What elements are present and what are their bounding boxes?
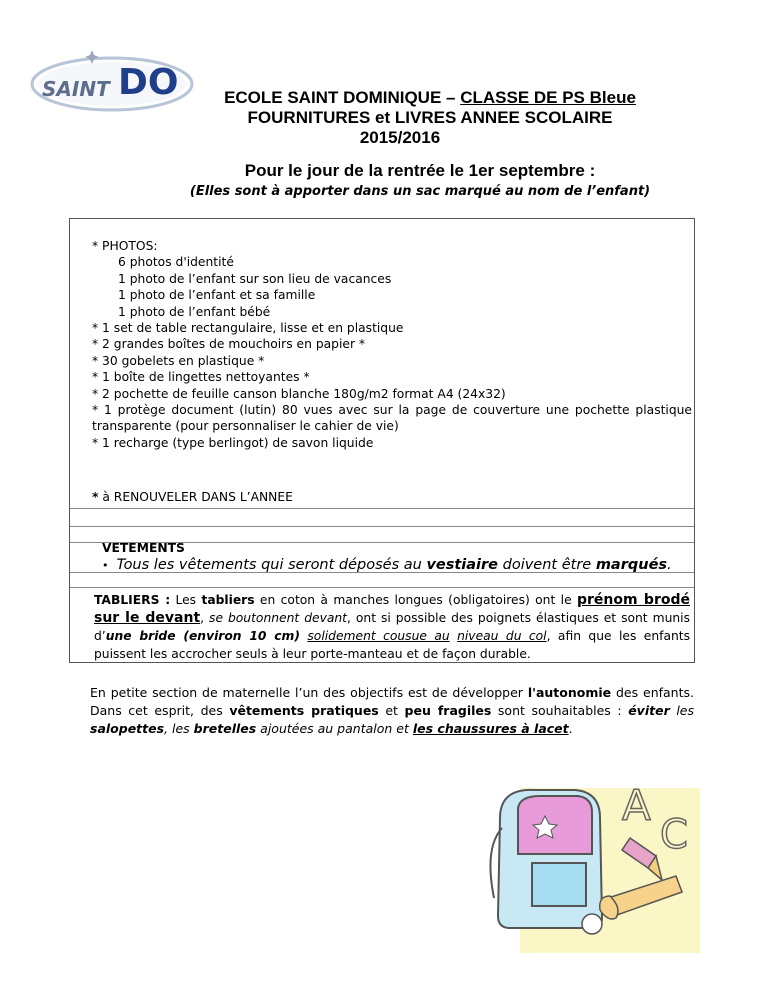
list-item: * 1 recharge (type berlingot) de savon liquide [92, 435, 374, 450]
tabliers-paragraph: TABLIERS : Les tabliers en coton à manches longues (obligatoires) ont le prénom brodé sur le devant, se boutonnent devant, ont si possible des poignets élastiques et sont munis d’une bride (environ 10 cm) solidement cousue au niveau du col, afin que les enfants puissent les accrocher seuls à leur porte-manteau et de façon durable. [94, 592, 691, 661]
list-item: * 2 grandes boîtes de mouchoirs en papier * [92, 337, 366, 352]
school-supplies-illustration [480, 768, 710, 958]
header-line-2: FOURNITURES et LIVRES ANNEE SCOLAIRE [247, 108, 613, 127]
svg-text:SAINT: SAINT [42, 77, 110, 101]
bag-note: (Elles sont à apporter dans un sac marqué au nom de l’enfant) [189, 184, 651, 199]
list-item: * 1 boîte de lingettes nettoyantes * [92, 370, 310, 385]
header-line-3: 2015/2016 [359, 128, 441, 147]
supplies-list [92, 238, 692, 451]
list-item: * 2 pochette de feuille canson blanche 180g/m2 format A4 (24x32) [92, 386, 506, 401]
list-item: 6 photos d'identité [118, 255, 234, 270]
photos-title: * PHOTOS: [92, 239, 158, 253]
list-item: * 30 gobelets en plastique * [92, 353, 265, 368]
svg-text:C: C [660, 812, 688, 858]
list-item: 1 photo de l’enfant et sa famille [118, 288, 316, 303]
document-header [170, 88, 690, 148]
list-item: 1 photo de l’enfant sur son lieu de vacances [118, 271, 392, 286]
renew-note: * à RENOUVELER DANS L’ANNEE [92, 490, 293, 504]
list-item: * 1 protège document (lutin) 80 vues avec sur la page de couverture une pochette plastique transparente (pour personnaliser le cahier de vie) [92, 403, 692, 434]
vetements-item: • Tous les vêtements qui seront déposés au vestiaire doivent être marqués. [102, 557, 672, 573]
list-item: 1 photo de l’enfant bébé [118, 304, 271, 319]
svg-text:A: A [622, 781, 651, 830]
rentree-subtitle: Pour le jour de la rentrée le 1er septembre : [244, 161, 596, 180]
autonomy-paragraph: En petite section de maternelle l’un des objectifs est de développer l'autonomie des enfants. Dans cet esprit, des vêtements pratiques et peu fragiles sont souhaitables : éviter les salopettes, les bretelles ajoutées au pantalon et les chaussures à lacet. [90, 685, 695, 736]
list-item: * 1 set de table rectangulaire, lisse et en plastique [92, 321, 404, 336]
header-line-1: ECOLE SAINT DOMINIQUE – CLASSE DE PS Bleue [224, 88, 636, 107]
vetements-title: VETEMENTS [102, 541, 185, 555]
svg-text:DO: DO [118, 62, 179, 103]
